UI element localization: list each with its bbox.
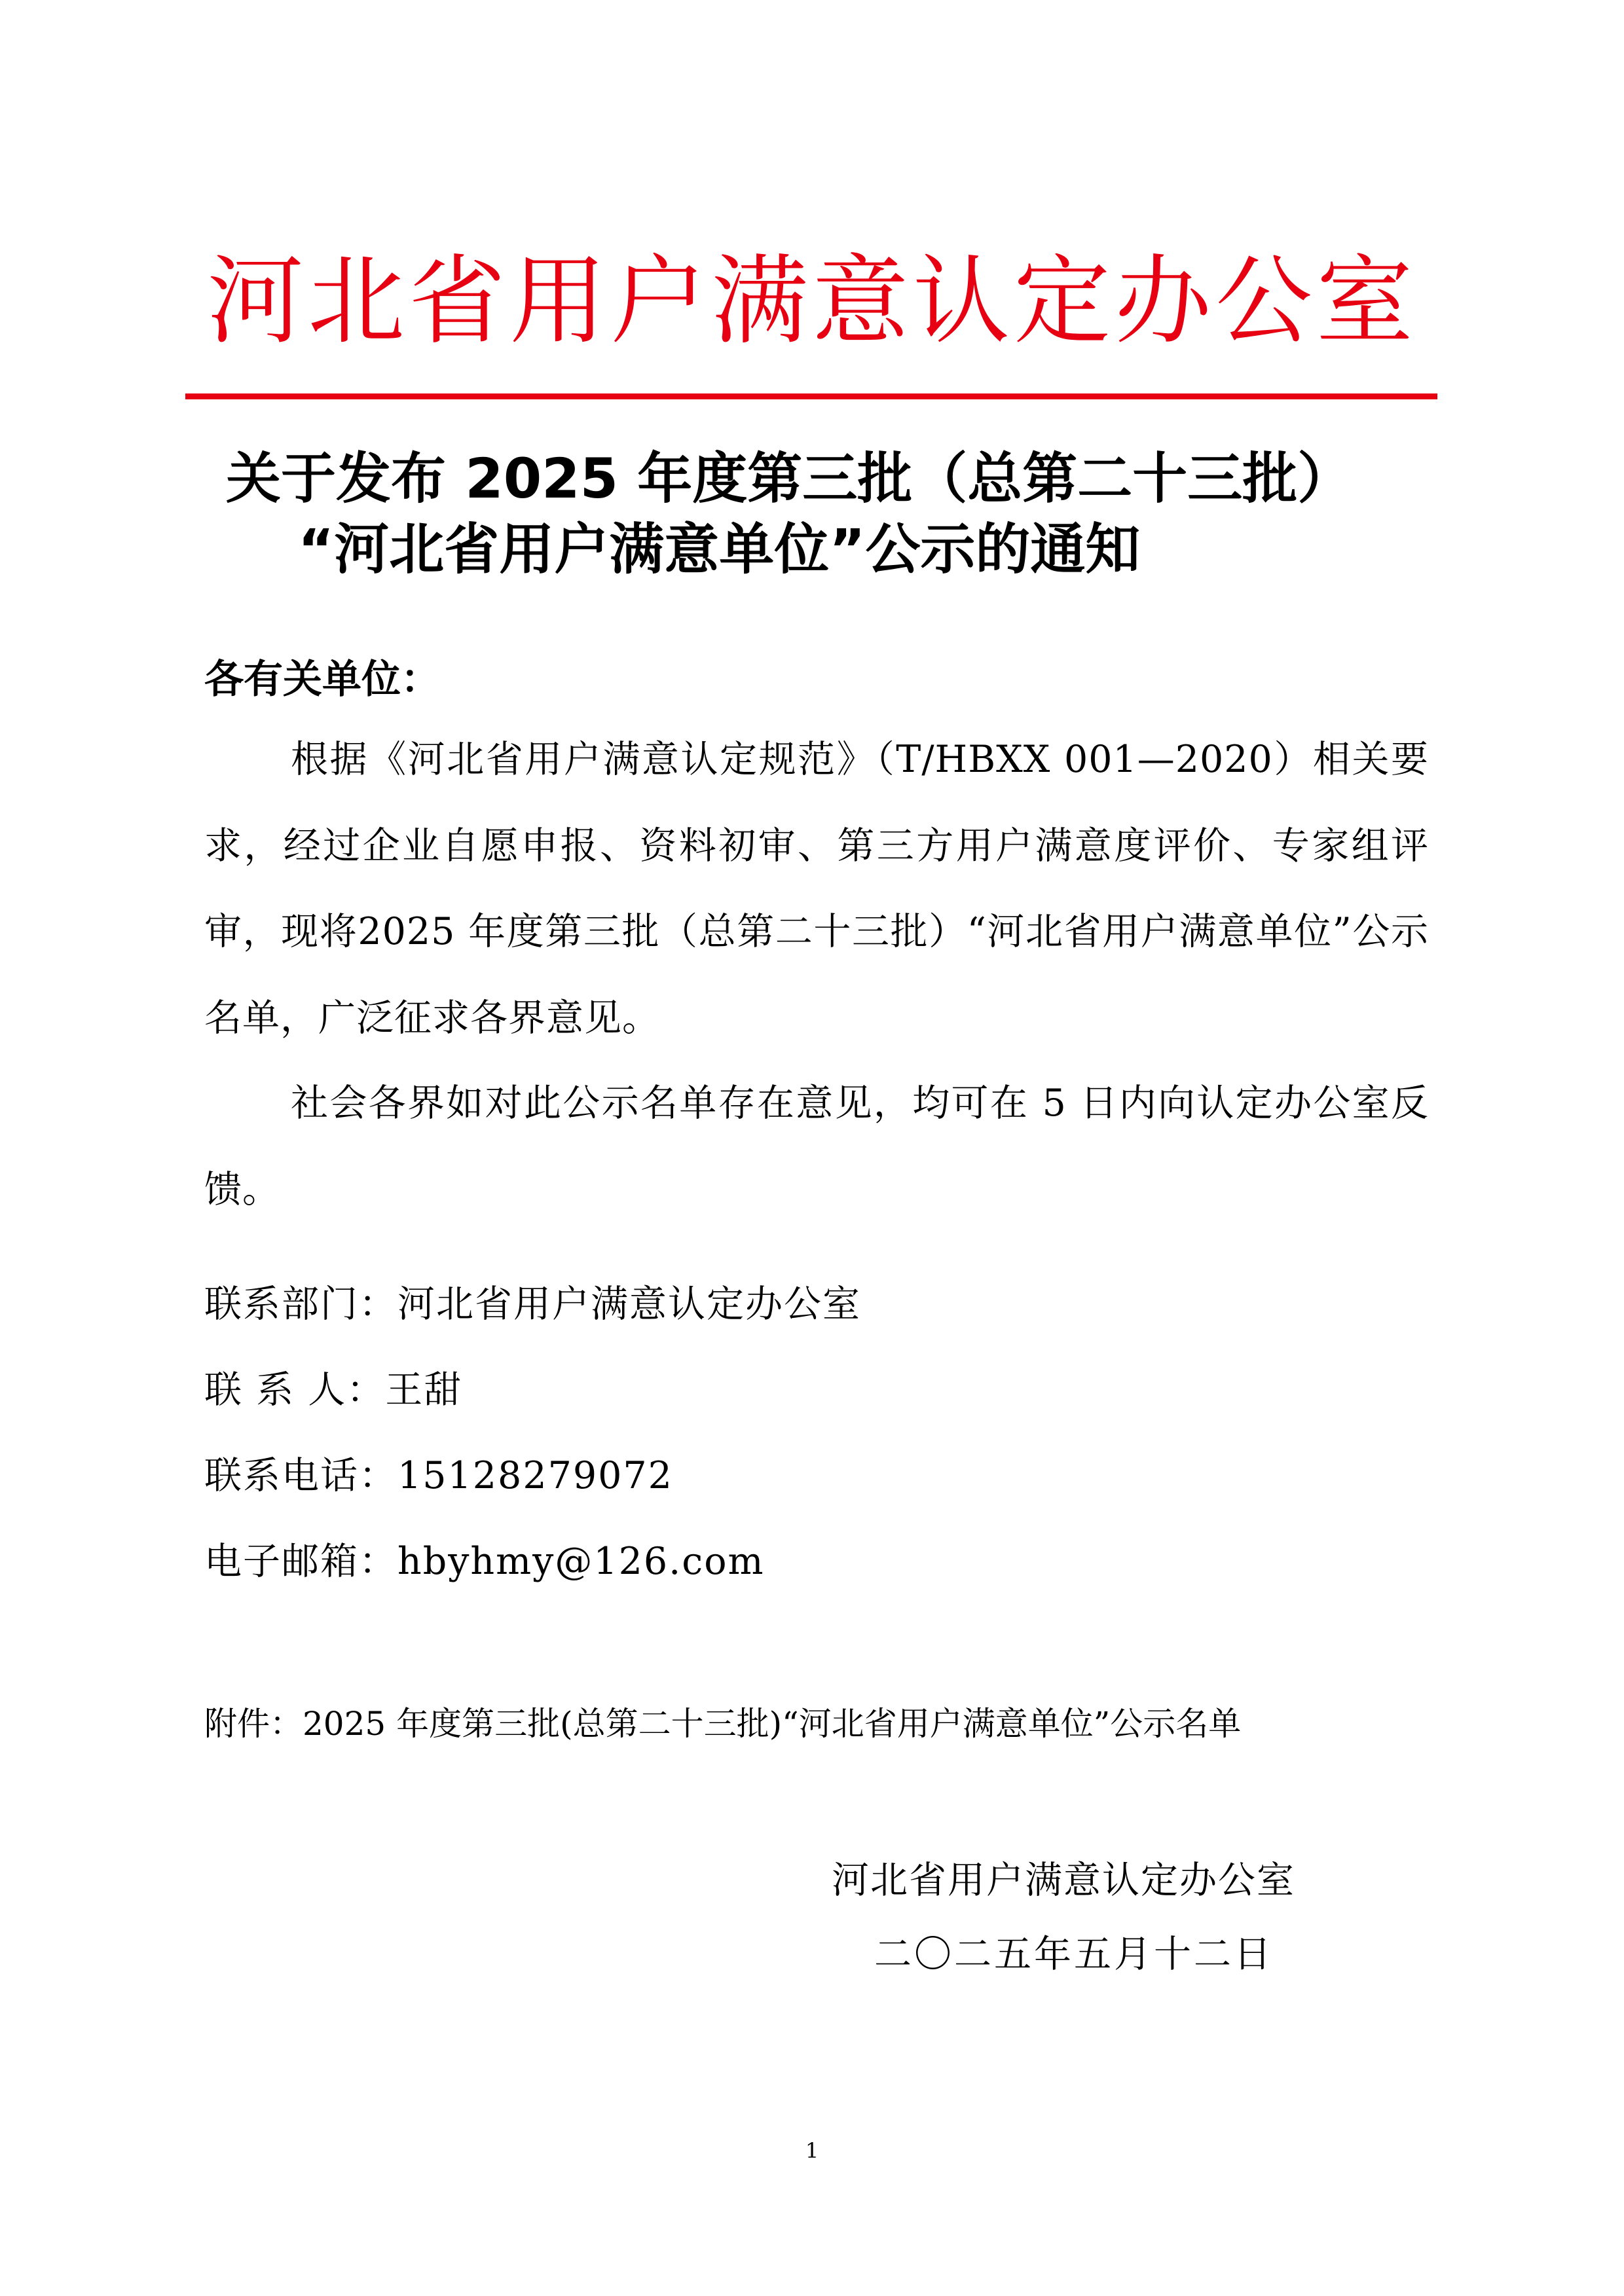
salutation: 各有关单位：	[204, 657, 440, 702]
contact-person: 联 系 人：王甜	[204, 1368, 463, 1412]
notice-title-line-1: 关于发布 2025 年度第三批（总第二十三批）	[226, 446, 1353, 511]
body-paragraph-1: 根据《河北省用户满意认定规范》（T/HBXX 001—2020）相关要求，经过企业自愿申报、资料初审、第三方用户满意度评价、专家组评审，现将2025 年度第三批（总第二十三批）“河北省用户满意单位”公示名单，广泛征求各界意见。	[204, 738, 1429, 1040]
contact-department: 联系部门：河北省用户满意认定办公室	[204, 1283, 861, 1326]
page-number: 1	[805, 2138, 819, 2163]
signature-date: 二〇二五年五月十二日	[874, 1933, 1274, 1976]
contact-email: 电子邮箱：hbyhmy@126.com	[204, 1540, 765, 1583]
contact-phone: 联系电话：15128279072	[204, 1454, 673, 1497]
notice-title-line-2: “河北省用户满意单位”公示的通知	[298, 517, 1141, 581]
signature-issuer: 河北省用户满意认定办公室	[832, 1859, 1295, 1902]
attachment-note: 附件：2025 年度第三批(总第二十三批)“河北省用户满意单位”公示名单	[204, 1705, 1242, 1743]
org-header-title: 河北省用户满意认定办公室	[207, 245, 1417, 357]
header-red-rule	[185, 393, 1437, 399]
body-paragraph-2: 社会各界如对此公示名单存在意见，均可在 5 日内向认定办公室反馈。	[204, 1082, 1429, 1211]
